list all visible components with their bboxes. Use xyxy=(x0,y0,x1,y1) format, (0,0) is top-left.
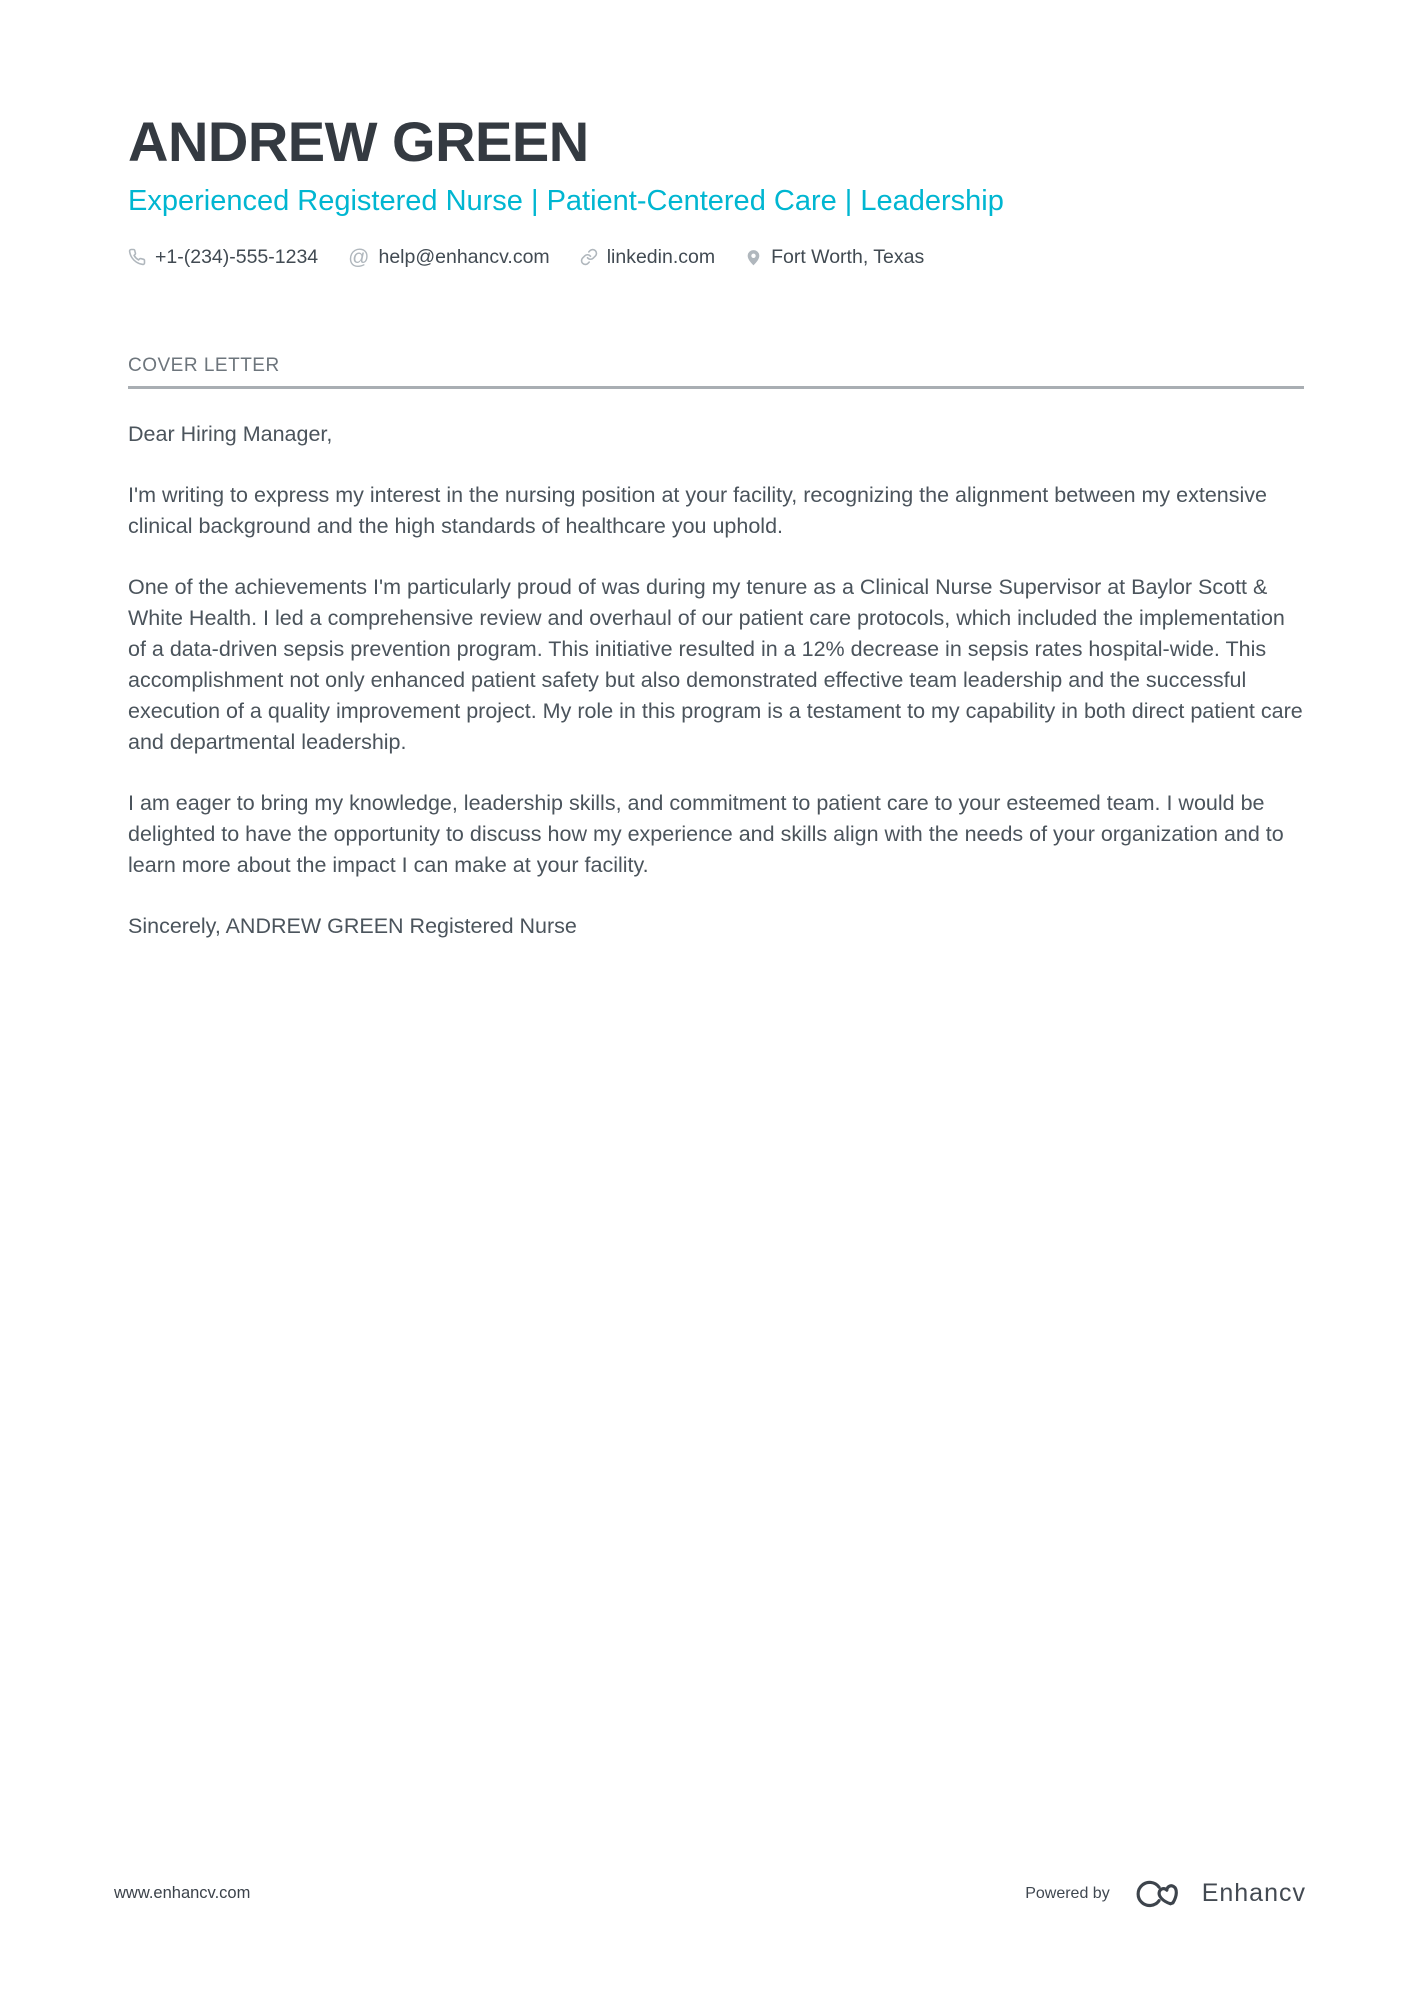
enhancv-wordmark: Enhancv xyxy=(1201,1879,1306,1907)
location-pin-icon xyxy=(745,248,762,267)
section-header xyxy=(128,355,1304,389)
contact-phone xyxy=(128,246,318,269)
phone-icon xyxy=(128,248,146,266)
enhancv-logo-icon xyxy=(1128,1876,1184,1911)
footer-site-url[interactable]: www.enhancv.com xyxy=(114,1884,251,1902)
contact-email-value: help@enhancv.com xyxy=(378,245,550,268)
salutation: Dear Hiring Manager, xyxy=(128,421,333,446)
section-title: COVER LETTER xyxy=(128,354,280,376)
powered-by-label: Powered by xyxy=(1025,1884,1110,1902)
contact-link[interactable] xyxy=(580,246,715,269)
page-title: ANDREW GREEN xyxy=(128,110,589,173)
headline: Experienced Registered Nurse | Patient-Centered Care | Leadership xyxy=(128,185,1004,218)
letter-paragraph: One of the achievements I'm particularly proud of was during my tenure as a Clinical Nurse Supervisor at Baylor Scott & White Health. I led a comprehensive review and overhaul of our patient care protocols, which included the implementation of a data-driven sepsis prevention program. This initiative resulted in a 12% decrease in sepsis rates hospital-wide. This accomplishment not only enhanced patient safety but also demonstrated effective team leadership and the successful execution of a quality improvement project. My role in this program is a testament to my capability in both direct patient care and departmental leadership. xyxy=(128,574,1303,754)
contact-location-value: Fort Worth, Texas xyxy=(771,245,925,268)
letter-paragraph: I'm writing to express my interest in the nursing position at your facility, recognizing the alignment between my extensive clinical background and the high standards of healthcare you uphold. xyxy=(128,482,1267,538)
letter-body xyxy=(128,419,1304,942)
page-footer xyxy=(114,1876,1306,1911)
contact-email[interactable] xyxy=(348,246,550,269)
powered-by[interactable] xyxy=(1025,1876,1306,1911)
contact-location xyxy=(745,246,924,269)
contact-row xyxy=(128,246,1304,269)
contact-phone-value: +1-(234)-555-1234 xyxy=(155,245,319,268)
header xyxy=(128,112,1304,269)
contact-link-value: linkedin.com xyxy=(606,245,716,268)
cover-letter-section xyxy=(128,355,1304,942)
link-icon xyxy=(580,248,598,266)
at-icon: @ xyxy=(348,245,370,269)
letter-paragraph: I am eager to bring my knowledge, leadership skills, and commitment to patient care to your esteemed team. I would be delighted to have the opportunity to discuss how my experience and skills align with the needs of your organization and to learn more about the impact I can make at your facility. xyxy=(128,790,1284,877)
signature: Sincerely, ANDREW GREEN Registered Nurse xyxy=(128,913,577,938)
